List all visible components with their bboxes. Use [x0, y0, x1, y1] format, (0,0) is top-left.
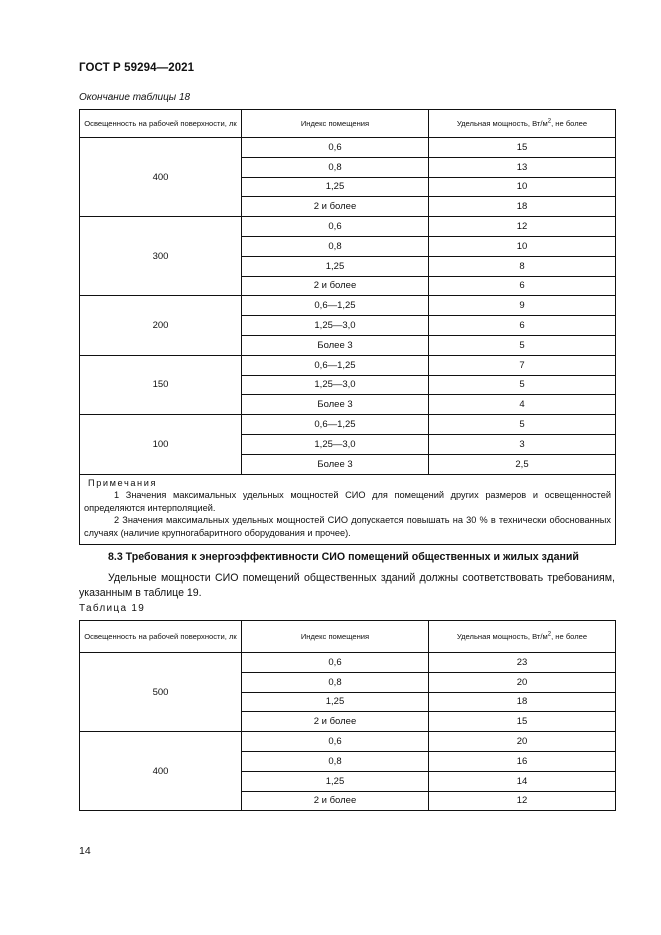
room-index-cell: 2 и более [242, 791, 429, 811]
header-specific-power [429, 621, 616, 653]
header-power-text: Удельная мощность, Вт/м [456, 118, 548, 128]
specific-power-cell: 15 [429, 138, 616, 158]
illuminance-cell: 400 [80, 732, 242, 811]
illuminance-cell: 400 [80, 138, 242, 217]
section-heading: 8.3 Требования к энергоэффективности СИО помещений общественных и жилых зданий [108, 551, 579, 563]
table-row [80, 296, 616, 316]
page-number: 14 [79, 845, 91, 857]
specific-power-cell: 14 [429, 771, 616, 791]
room-index-cell: 2 и более [242, 712, 429, 732]
room-index-cell: 0,8 [242, 672, 429, 692]
specific-power-cell: 7 [429, 355, 616, 375]
room-index-cell: 1,25 [242, 177, 429, 197]
illuminance-cell: 150 [80, 355, 242, 414]
specific-power-cell: 20 [429, 672, 616, 692]
room-index-cell: 2 и более [242, 276, 429, 296]
specific-power-cell: 6 [429, 276, 616, 296]
illuminance-cell: 500 [80, 653, 242, 732]
specific-power-cell: 8 [429, 256, 616, 276]
specific-power-cell: 16 [429, 751, 616, 771]
table18-body [80, 138, 616, 475]
specific-power-cell: 9 [429, 296, 616, 316]
specific-power-cell: 5 [429, 375, 616, 395]
specific-power-cell: 23 [429, 653, 616, 673]
room-index-cell: 0,8 [242, 236, 429, 256]
header-specific-power [429, 110, 616, 138]
specific-power-cell: 3 [429, 434, 616, 454]
table-18 [79, 109, 616, 545]
room-index-cell: 0,6 [242, 217, 429, 237]
specific-power-cell: 18 [429, 197, 616, 217]
table-header-row [80, 110, 616, 138]
room-index-cell: 1,25—3,0 [242, 434, 429, 454]
table-row [80, 415, 616, 435]
header-illuminance: Освещенность на рабочей поверхности, лк [80, 621, 242, 653]
notes-cell [80, 474, 616, 544]
room-index-cell: 1,25—3,0 [242, 375, 429, 395]
header-room-index: Индекс помещения [242, 110, 429, 138]
specific-power-cell: 2,5 [429, 454, 616, 474]
room-index-cell: 1,25 [242, 256, 429, 276]
room-index-cell: 1,25 [242, 771, 429, 791]
illuminance-cell: 100 [80, 415, 242, 474]
room-index-cell: 1,25—3,0 [242, 316, 429, 336]
table-row [80, 217, 616, 237]
notes-title: Примечания [88, 477, 158, 488]
table-row [80, 732, 616, 752]
specific-power-cell: 20 [429, 732, 616, 752]
room-index-cell: 0,6 [242, 138, 429, 158]
room-index-cell: 0,8 [242, 157, 429, 177]
specific-power-cell: 10 [429, 236, 616, 256]
table-row [80, 653, 616, 673]
room-index-cell: 0,8 [242, 751, 429, 771]
specific-power-cell: 12 [429, 791, 616, 811]
room-index-cell: 1,25 [242, 692, 429, 712]
header-power-suffix: , не более [551, 631, 588, 641]
room-index-cell: Более 3 [242, 395, 429, 415]
room-index-cell: 0,6 [242, 653, 429, 673]
header-power-sup: 2 [547, 117, 552, 124]
room-index-cell: 2 и более [242, 197, 429, 217]
room-index-cell: 0,6—1,25 [242, 355, 429, 375]
table-19 [79, 620, 616, 811]
document-header: ГОСТ Р 59294—2021 [79, 62, 195, 74]
note-2: 2 Значения максимальных удельных мощностей СИО допускается повышать на 30 % в технически обоснованных случаях (наличие крупногабаритного оборудования и прочее). [84, 515, 611, 538]
note-1: 1 Значения максимальных удельных мощностей СИО для помещений других размеров и освещенностей определяются интерполяцией. [84, 490, 611, 513]
room-index-cell: 0,6—1,25 [242, 415, 429, 435]
table19-body [80, 653, 616, 811]
header-power-text: Удельная мощность, Вт/м [456, 631, 548, 641]
table-header-row [80, 621, 616, 653]
room-index-cell: 0,6 [242, 732, 429, 752]
room-index-cell: Более 3 [242, 335, 429, 355]
table-row [80, 138, 616, 158]
specific-power-cell: 18 [429, 692, 616, 712]
table-row [80, 355, 616, 375]
section-paragraph: Удельные мощности СИО помещений общественных зданий должны соответствовать требованиям, указанным в таблице 19. [79, 572, 615, 599]
header-illuminance: Освещенность на рабочей поверхности, лк [80, 110, 242, 138]
room-index-cell: Более 3 [242, 454, 429, 474]
specific-power-cell: 6 [429, 316, 616, 336]
specific-power-cell: 4 [429, 395, 616, 415]
table18-caption: Окончание таблицы 18 [79, 92, 191, 103]
specific-power-cell: 10 [429, 177, 616, 197]
specific-power-cell: 12 [429, 217, 616, 237]
notes-row [80, 474, 616, 544]
illuminance-cell: 300 [80, 217, 242, 296]
table19-caption: Таблица 19 [79, 603, 146, 614]
specific-power-cell: 13 [429, 157, 616, 177]
header-power-suffix: , не более [551, 118, 588, 128]
header-power-sup: 2 [547, 630, 552, 637]
room-index-cell: 0,6—1,25 [242, 296, 429, 316]
specific-power-cell: 5 [429, 335, 616, 355]
specific-power-cell: 5 [429, 415, 616, 435]
specific-power-cell: 15 [429, 712, 616, 732]
illuminance-cell: 200 [80, 296, 242, 355]
header-room-index: Индекс помещения [242, 621, 429, 653]
